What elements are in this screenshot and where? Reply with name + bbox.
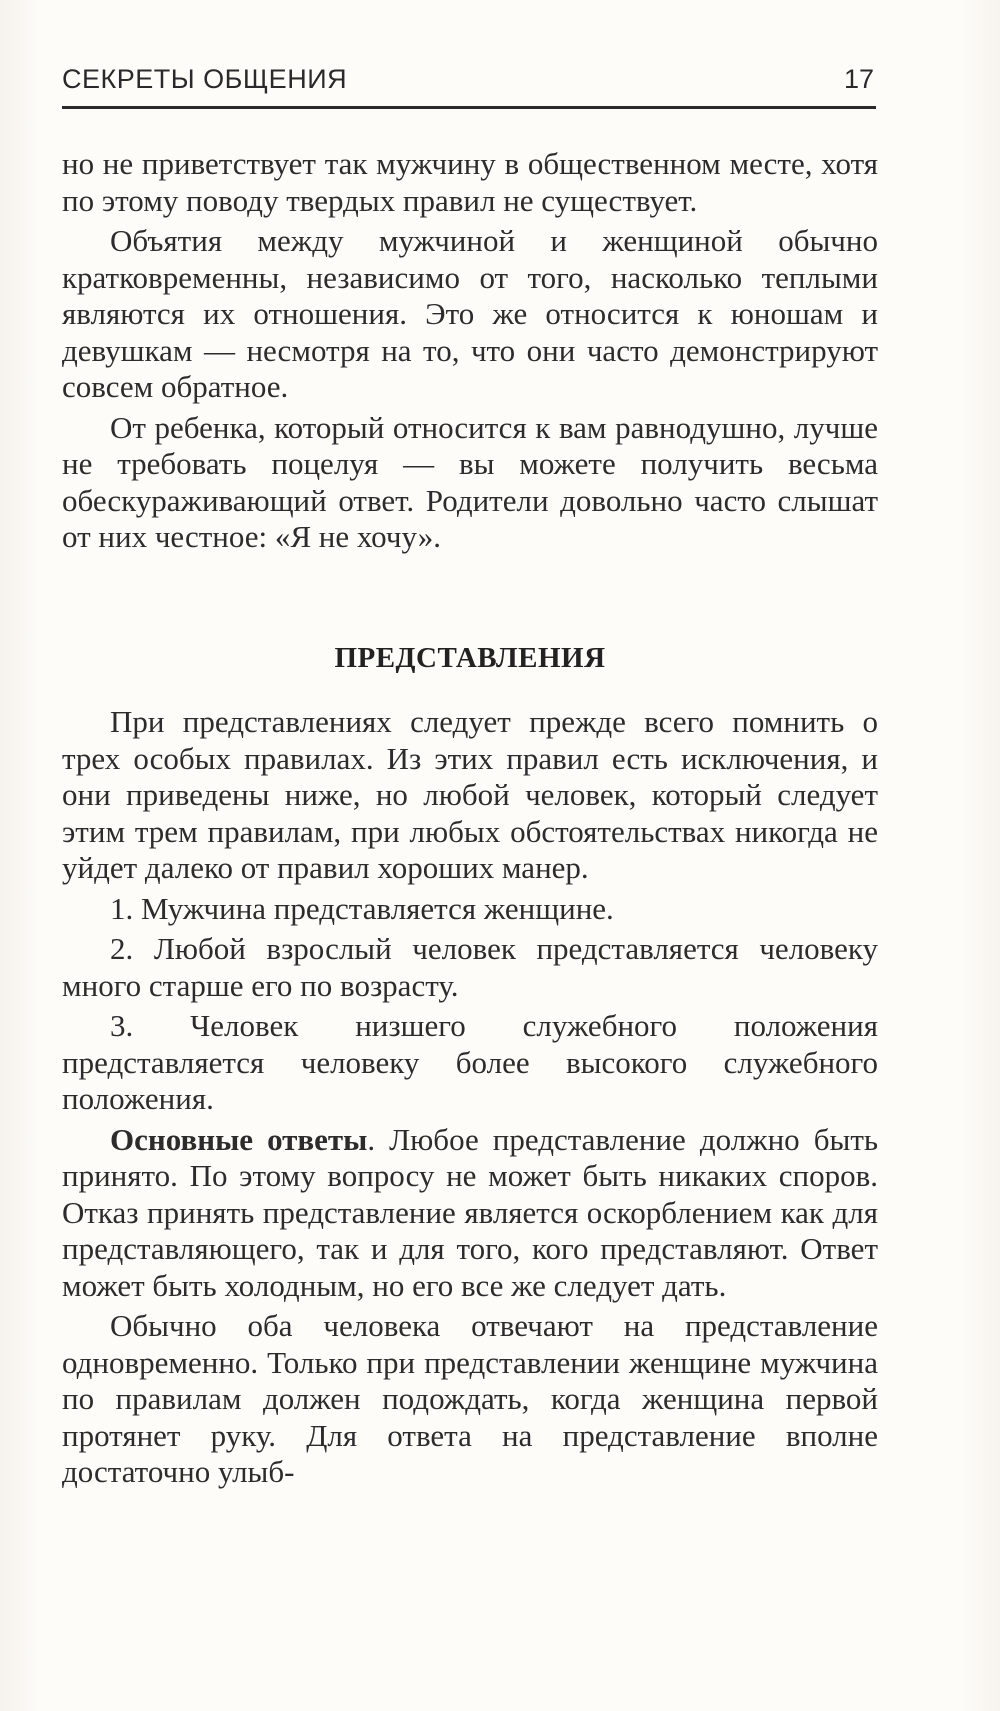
run-in-heading: Основные ответы — [110, 1121, 368, 1157]
body-text — [62, 146, 878, 1495]
paragraph-basic-answers — [62, 1122, 878, 1305]
basic-answers-text: . Любое представление должно быть принято. По этому вопросу не может быть никаких споров. Отказ принять представление является оскорблением как для представляющего, так и для того, кого представляют. Ответ может быть холодным, но его все же следует дать. — [62, 1121, 879, 1303]
paragraph-embraces: Объятия между мужчиной и женщиной обычно кратковременны, независимо от того, насколько теплыми являются их отношения. Это же относится к юношам и девушкам — несмотря на то, что они часто демонстрируют совсем обратное. — [62, 223, 878, 404]
paragraph-closing: Обычно оба человека отвечают на представление одновременно. Только при представлении женщине мужчина по правилам должен подождать, когда женщина первой протянет руку. Для ответа на представление вполне достаточно улыб- — [62, 1308, 878, 1489]
rule-item-1: 1. Мужчина представляется женщине. — [110, 890, 614, 926]
running-title: СЕКРЕТЫ ОБЩЕНИЯ — [62, 64, 348, 94]
running-header — [62, 62, 876, 109]
rule-item-2: 2. Любой взрослый человек представляется человеку много старше его по возрасту. — [62, 931, 878, 1003]
paragraph-children: От ребенка, который относится к вам равнодушно, лучше не требовать поцелуя — вы можете получить весьма обескураживающий ответ. Родители довольно часто слышат от них честное: «Я не хочу». — [62, 409, 878, 554]
page-number: 17 — [843, 64, 874, 94]
paragraph-continuation: но не приветствует так мужчину в общественном месте, хотя по этому поводу твердых правил не существует. — [62, 146, 878, 218]
section-heading: ПРЕДСТАВЛЕНИЯ — [334, 641, 606, 674]
rule-item-3: 3. Человек низшего служебного положения представляется человеку более высокого служебного положения. — [62, 1008, 878, 1116]
paragraph-intro: При представлениях следует прежде всего помнить о трех особых правилах. Из этих правил есть исключения, и они приведены ниже, но любой человек, который следует этим трем правилам, при любых обстоятельствах никогда не уйдет далеко от правил хороших манер. — [62, 704, 878, 885]
